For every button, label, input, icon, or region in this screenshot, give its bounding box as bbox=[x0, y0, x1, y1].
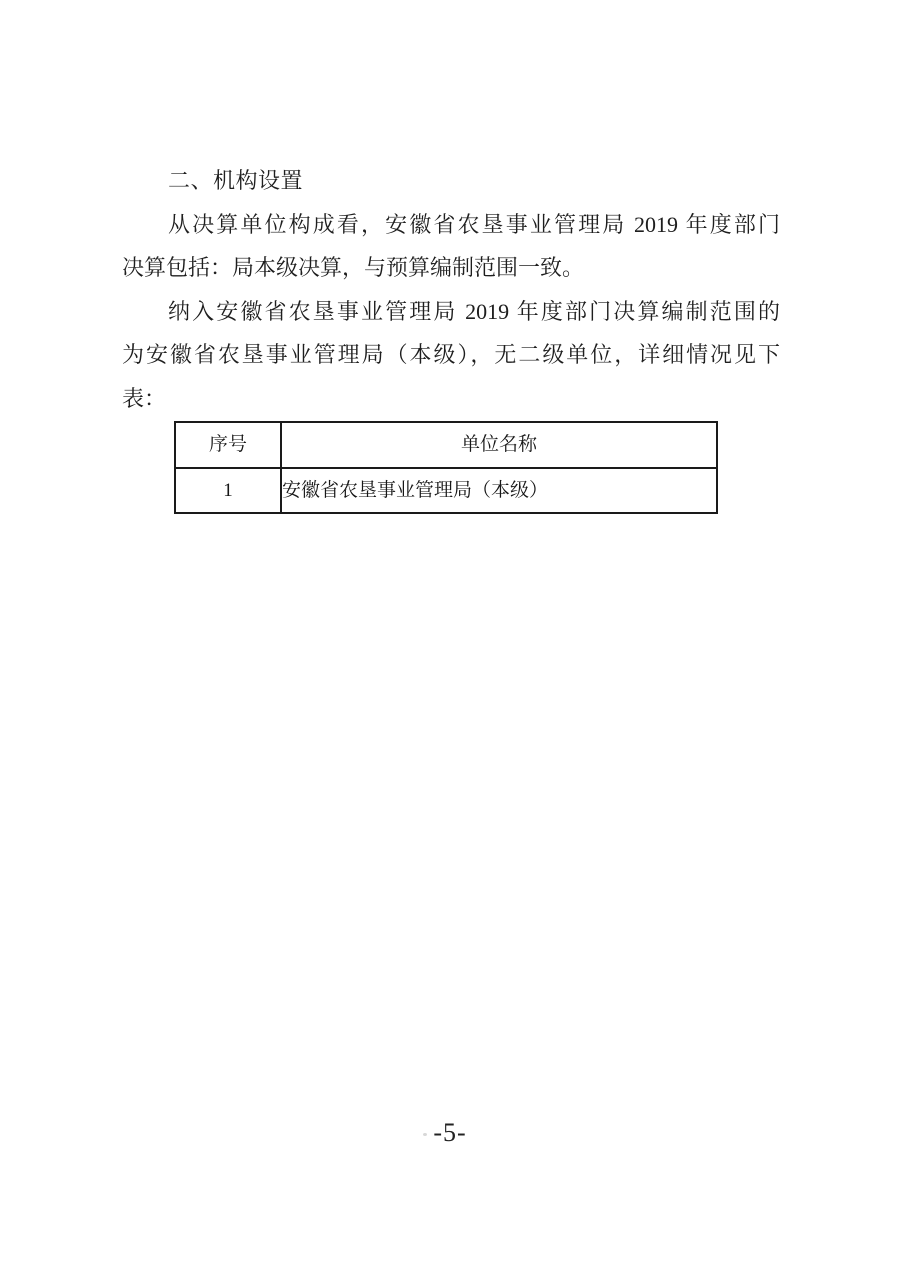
cell-row-index: 1 bbox=[175, 468, 281, 514]
page-number: -5- bbox=[433, 1118, 467, 1147]
table-header-row bbox=[175, 422, 717, 468]
section-heading: 二、机构设置 bbox=[168, 168, 304, 193]
paragraph-2-line-3: 表： bbox=[122, 385, 167, 411]
table-row bbox=[175, 468, 717, 514]
cell-unit-name: 安徽省农垦事业管理局（本级） bbox=[281, 468, 717, 514]
header-cell-unit-name: 单位名称 bbox=[281, 422, 717, 468]
paragraph-2-line-1: 纳入安徽省农垦事业管理局 2019 年度部门决算编制范围的 bbox=[168, 298, 780, 324]
paragraph-1-line-1: 从决算单位构成看，安徽省农垦事业管理局 2019 年度部门 bbox=[168, 211, 780, 237]
paragraph-2-line-2: 为安徽省农垦事业管理局（本级），无二级单位，详细情况见下 bbox=[122, 342, 780, 367]
units-table bbox=[174, 421, 718, 514]
document-body bbox=[122, 159, 780, 514]
paragraph-1-line-2: 决算包括：局本级决算，与预算编制范围一致。 bbox=[122, 255, 585, 280]
header-cell-index: 序号 bbox=[175, 422, 281, 468]
